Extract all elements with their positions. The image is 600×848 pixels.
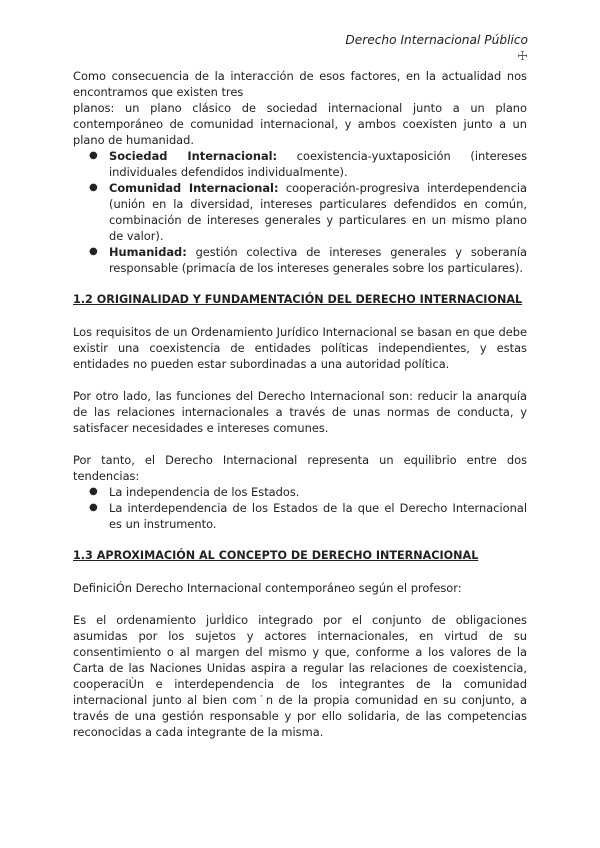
planes-list xyxy=(73,148,527,276)
section-heading-1-2: 1.2 ORIGINALIDAD Y FUNDAMENTACIÓN DEL DERECHO INTERNACIONAL xyxy=(73,293,523,306)
cross-icon: ☩ xyxy=(517,49,528,63)
bullet-icon: ● xyxy=(89,246,98,257)
section-1-3-paragraph-1: DefiniciÓn Derecho Internacional contemporáneo según el profesor: xyxy=(73,581,462,595)
bullet-icon: ● xyxy=(89,150,98,161)
bullet-icon: ● xyxy=(89,182,98,193)
plane-term: Comunidad Internacional: xyxy=(109,181,279,195)
section-1-2-paragraph-1: Los requisitos de un Ordenamiento Jurídico Internacional se basan en que debe existir una coexistencia de entidades políticas independientes, y estas entidades no pueden estar subordinadas a una autoridad política. xyxy=(73,325,527,371)
bullet-icon: ● xyxy=(89,486,98,497)
section-1-2-paragraph-3: Por tanto, el Derecho Internacional representa un equilibrio entre dos tendencias: xyxy=(73,453,527,483)
list-item xyxy=(73,484,527,500)
running-header-title: Derecho Internacional Público xyxy=(345,33,528,47)
intro-paragraph-line2: planos: un plano clásico de sociedad internacional junto a un plano contemporáneo de comunidad internacional, y ambos coexisten junto a un plano de humanidad. xyxy=(73,101,527,147)
plane-term: Sociedad Internacional: xyxy=(109,149,278,163)
document-body xyxy=(73,68,527,740)
list-item xyxy=(73,500,527,532)
plane-term: Humanidad: xyxy=(109,245,187,259)
plane-text: coexistencia-yuxtaposición (intereses individuales defendidos individualmente). xyxy=(109,149,527,179)
section-1-2-paragraph-2: Por otro lado, las funciones del Derecho Internacional son: reducir la anarquía de las relaciones internacionales a través de unas normas de conducta, y satisfacer necesidades e intereses comunes. xyxy=(73,389,527,435)
intro-paragraph-line1: Como consecuencia de la interacción de esos factores, en la actualidad nos encontramos que existen tres xyxy=(73,69,527,99)
tendency-text: La interdependencia de los Estados de la que el Derecho Internacional es un instrumento. xyxy=(109,501,527,531)
plane-text: gestión colectiva de intereses generales y soberanía responsable (primacía de los intereses generales sobre los particulares). xyxy=(109,245,527,275)
list-item xyxy=(73,148,527,180)
section-1-3-paragraph-2: Es el ordenamiento jurÌdico integrado por el conjunto de obligaciones asumidas por los sujetos y actores internacionales, en virtud de su consentimiento o al margen del mismo y que, conforme a los valores de la Carta de las Naciones Unidas aspira a regular las relaciones de coexistencia, cooperaciÙn e interdependencia de los integrantes de la comunidad internacional junto al bien com˙n de la propia comunidad en su conjunto, a través de una gestión responsable y por ello solidaria, de las competencias reconocidas a cada integrante de la misma. xyxy=(73,613,527,739)
section-heading-1-3: 1.3 APROXIMACIÓN AL CONCEPTO DE DERECHO INTERNACIONAL xyxy=(73,549,479,562)
plane-text: cooperación-progresiva interdependencia (unión en la diversidad, intereses particulares defendidos en común, combinación de intereses generales y particulares en un mismo plano de valor). xyxy=(109,181,528,243)
tendencies-list xyxy=(73,484,527,532)
list-item xyxy=(73,180,527,244)
list-item xyxy=(73,244,527,276)
tendency-text: La independencia de los Estados. xyxy=(109,485,300,499)
bullet-icon: ● xyxy=(89,502,98,513)
